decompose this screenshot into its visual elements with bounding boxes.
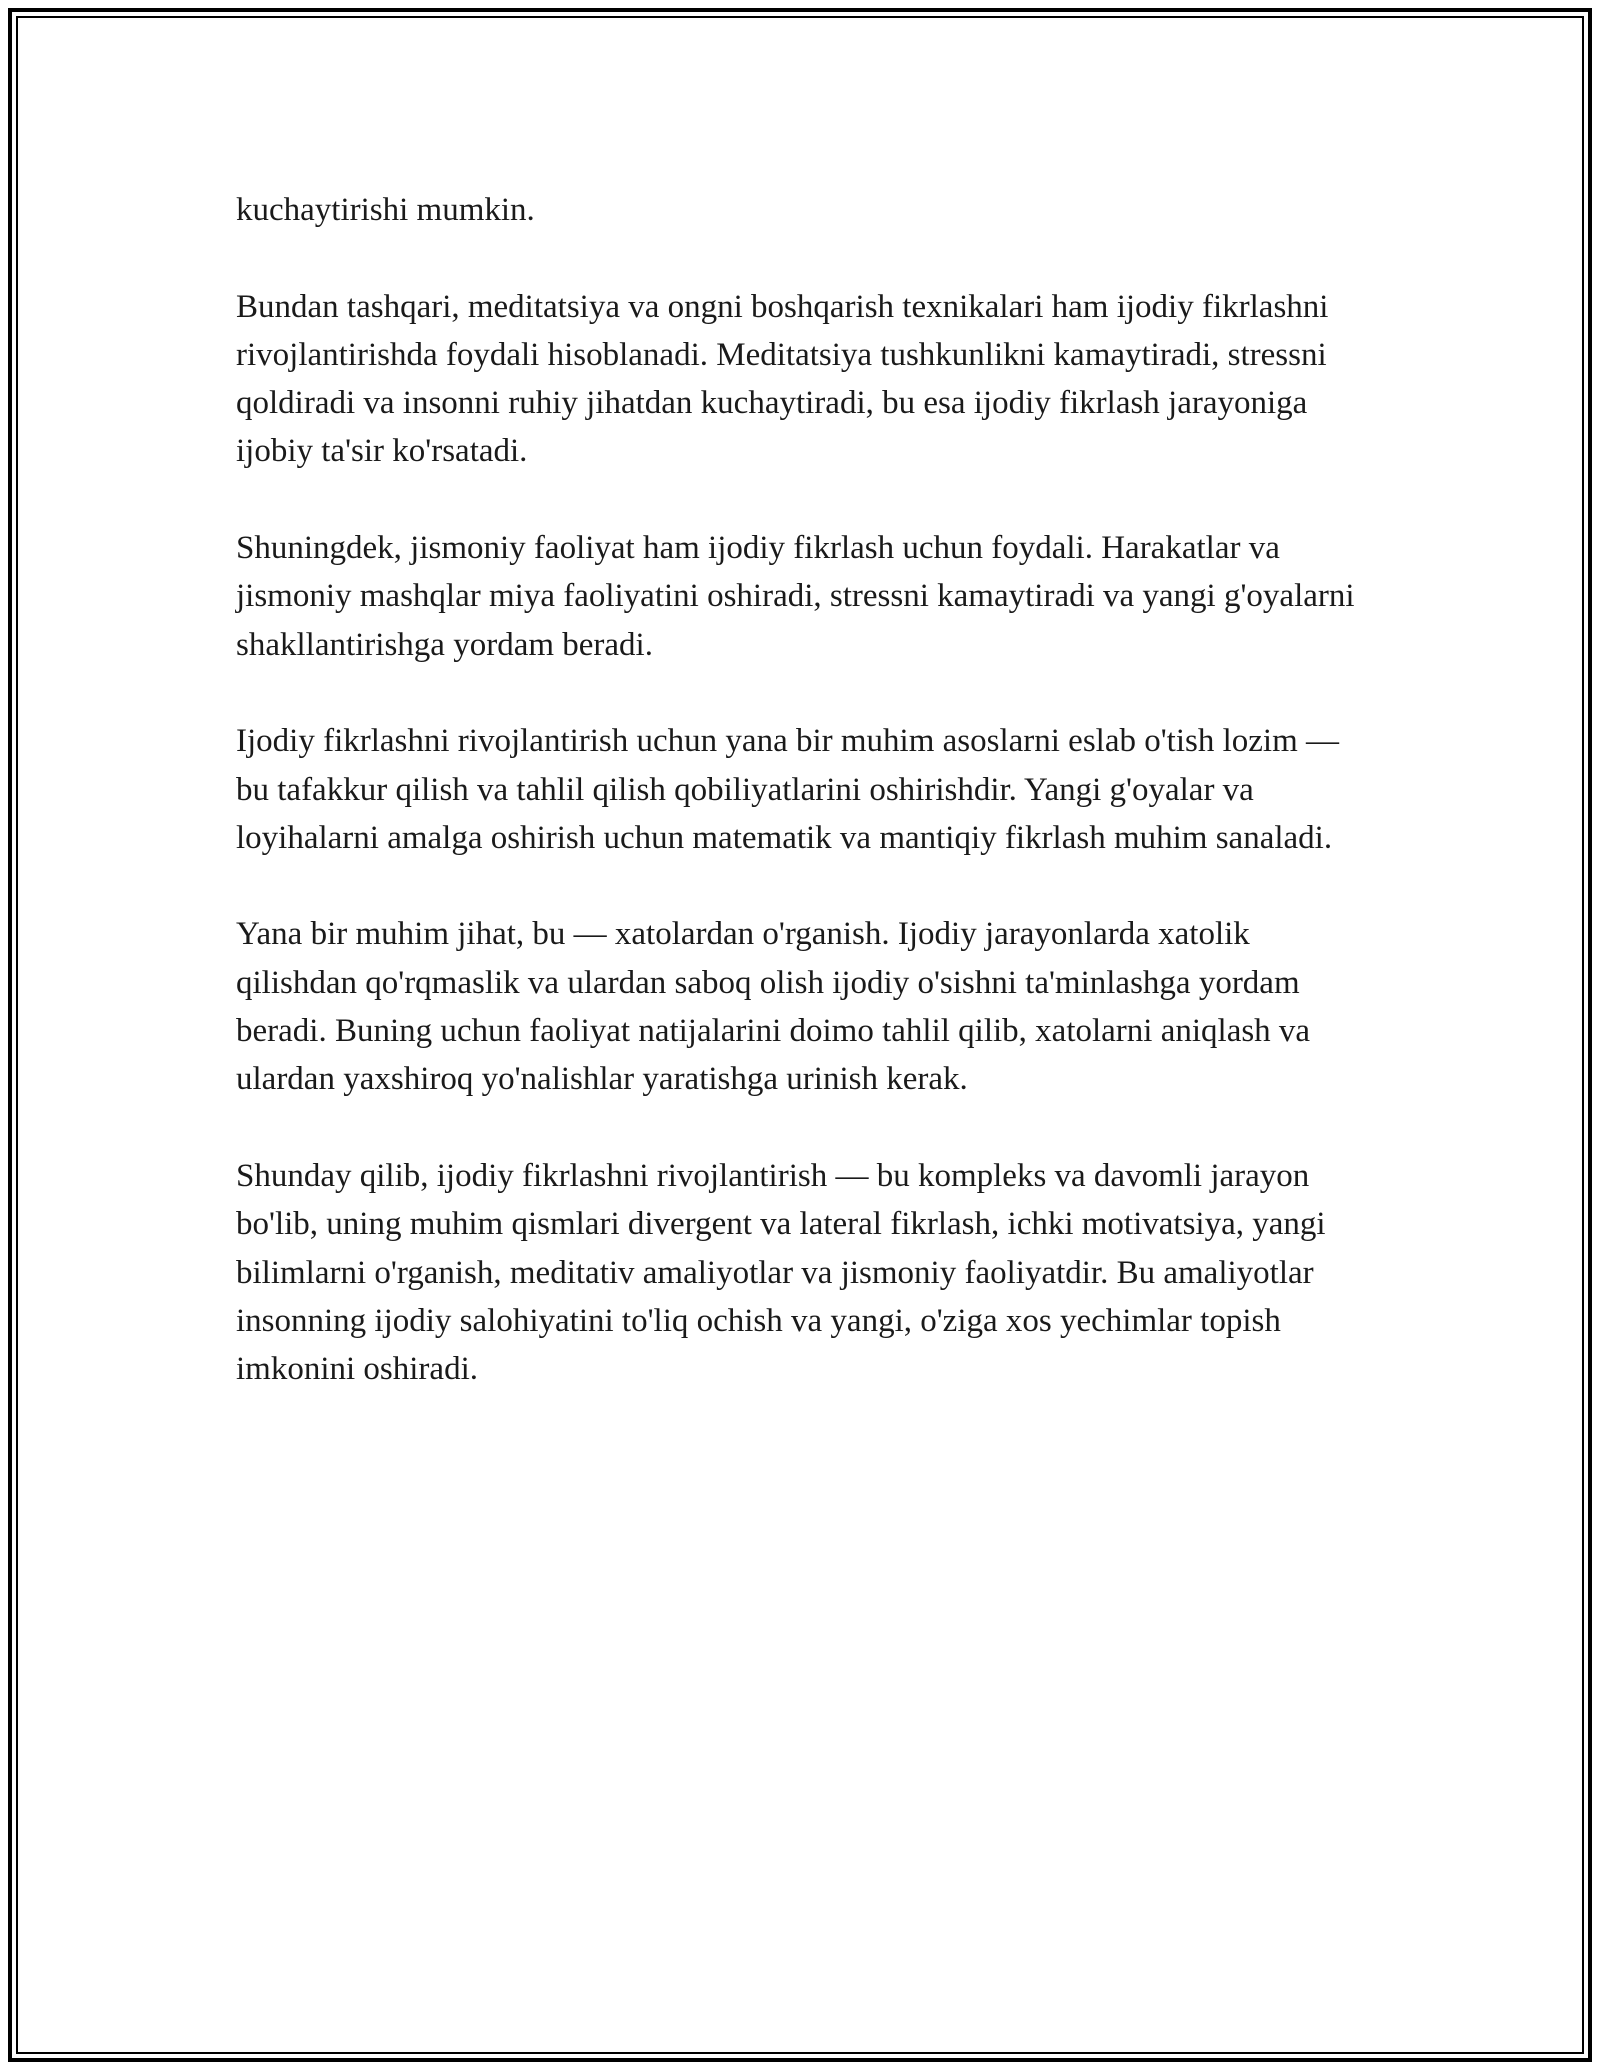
paragraph-continuation: kuchaytirishi mumkin. xyxy=(236,192,535,228)
paragraph-conclusion: Shunday qilib, ijodiy fikrlashni rivojlantirish — bu kompleks va davomli jarayon bo'lib, uning muhim qismlari divergent va lateral fikrlash, ichki motivatsiya, yangi bilimlarni o'rganish, meditativ amaliyotlar va jismoniy faoliyatdir. Bu amaliyotlar insonning ijodiy salohiyatini to'liq ochish va yangi, o'ziga xos yechimlar topish imkonini oshiradi. xyxy=(236,1157,1326,1388)
paragraph-analytical-thinking: Ijodiy fikrlashni rivojlantirish uchun yana bir muhim asoslarni eslab o'tish lozim — bu tafakkur qilish va tahlil qilish qobiliyatlarini oshirishdir. Yangi g'oyalar va loyihalarni amalga oshirish uchun matematik va mantiqiy fikrlash muhim sanaladi. xyxy=(236,723,1340,856)
document-body xyxy=(236,186,1376,1442)
paragraph-meditation: Bundan tashqari, meditatsiya va ongni boshqarish texnikalari ham ijodiy fikrlashni rivojlantirishda foydali hisoblanadi. Meditatsiya tushkunlikni kamaytiradi, stressni qoldiradi va insonni ruhiy jihatdan kuchaytiradi, bu esa ijodiy fikrlash jarayoniga ijobiy ta'sir ko'rsatadi. xyxy=(236,288,1329,470)
paragraph-physical-activity: Shuningdek, jismoniy faoliyat ham ijodiy fikrlash uchun foydali. Harakatlar va jismoniy mashqlar miya faoliyatini oshiradi, stressni kamaytiradi va yangi g'oyalarni shakllantirishga yordam beradi. xyxy=(236,530,1355,663)
paragraph-learning-from-mistakes: Yana bir muhim jihat, bu — xatolardan o'rganish. Ijodiy jarayonlarda xatolik qilishdan qo'rqmaslik va ulardan saboq olish ijodiy o'sishni ta'minlashga yordam beradi. Buning uchun faoliyat natijalarini doimo tahlil qilib, xatolarni aniqlash va ulardan yaxshiroq yo'nalishlar yaratishga urinish kerak. xyxy=(236,916,1311,1098)
